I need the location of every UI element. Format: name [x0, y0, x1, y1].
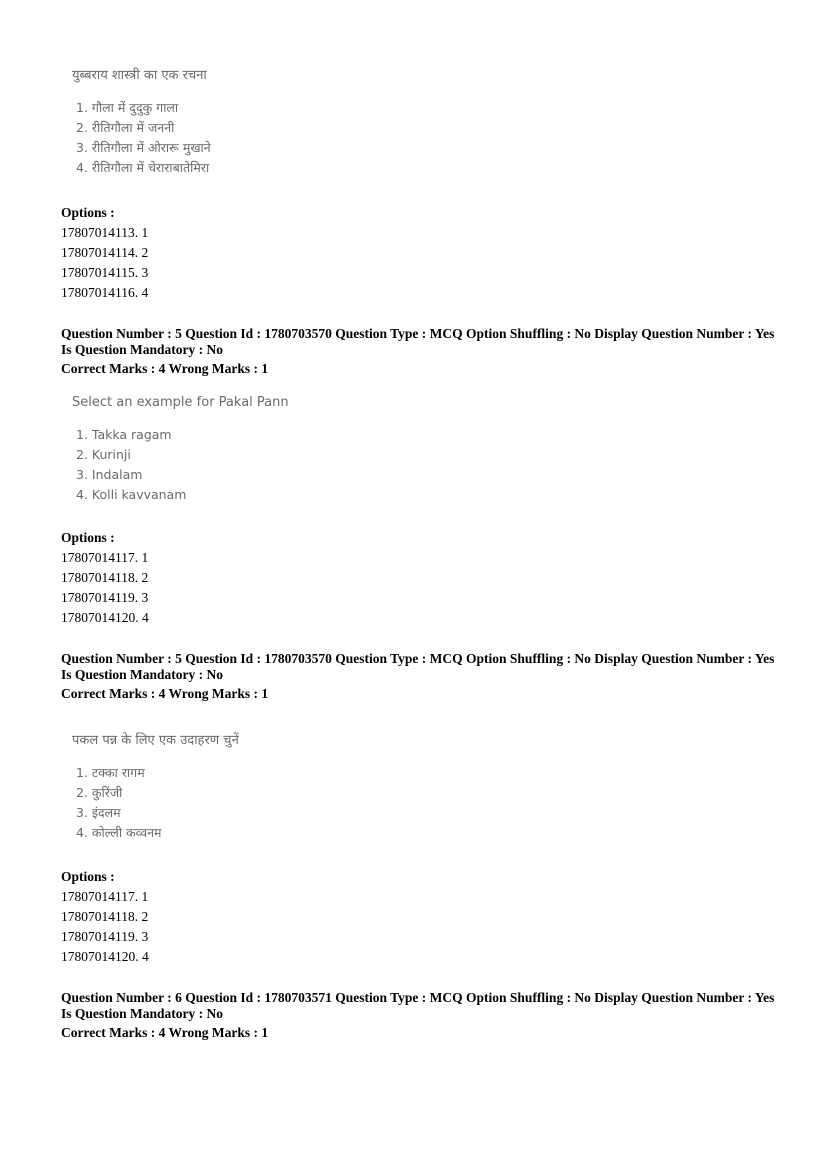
option-line: 17807014119. 3	[61, 929, 149, 944]
mandatory-line: Is Question Mandatory : No	[61, 667, 224, 682]
choice-1: 1. गौला में दुदुकु गाला	[76, 100, 179, 115]
options-section-2	[61, 528, 786, 628]
options-label: Options :	[61, 530, 115, 545]
option-line: 17807014114. 2	[61, 245, 149, 260]
option-line: 17807014117. 1	[61, 889, 149, 904]
marks-line: Correct Marks : 4 Wrong Marks : 1	[61, 361, 269, 376]
options-section-3	[61, 867, 786, 967]
question-image-2	[72, 394, 289, 505]
option-line: 17807014119. 3	[61, 590, 149, 605]
question-meta-3	[61, 651, 786, 702]
choice-3: 3. रीतिगौला में ओरारू मुखाने	[76, 140, 211, 155]
mandatory-line: Is Question Mandatory : No	[61, 342, 224, 357]
options-label: Options :	[61, 869, 115, 884]
question-meta-line: Question Number : 5 Question Id : 1780703570 Question Type : MCQ Option Shuffling : No Display Question Number : Yes	[61, 651, 775, 666]
question-text: युब्बराय शास्त्री का एक रचना	[72, 68, 207, 83]
question-text: Select an example for Pakal Pann	[72, 395, 289, 410]
question-meta-4	[61, 990, 786, 1041]
option-line: 17807014118. 2	[61, 909, 149, 924]
option-line: 17807014118. 2	[61, 570, 149, 585]
question-image-1	[72, 67, 211, 178]
question-meta-2	[61, 326, 786, 377]
question-meta-line: Question Number : 5 Question Id : 1780703570 Question Type : MCQ Option Shuffling : No Display Question Number : Yes	[61, 326, 775, 341]
options-section-1	[61, 203, 786, 303]
question-image-3	[72, 732, 239, 843]
option-line: 17807014113. 1	[61, 225, 149, 240]
marks-line: Correct Marks : 4 Wrong Marks : 1	[61, 686, 269, 701]
options-label: Options :	[61, 205, 115, 220]
choice-2: 2. कुरिंजी	[76, 785, 123, 800]
option-line: 17807014120. 4	[61, 610, 149, 625]
choice-4: 4. रीतिगौला में चेराराबातेमिरा	[76, 160, 210, 175]
mandatory-line: Is Question Mandatory : No	[61, 1006, 224, 1021]
choice-3: 3. Indalam	[76, 467, 143, 482]
choice-2: 2. Kurinji	[76, 447, 131, 462]
choice-4: 4. Kolli kavvanam	[76, 487, 187, 502]
question-text: पकल पन्न के लिए एक उदाहरण चुनें	[72, 733, 239, 748]
choice-3: 3. इंदलम	[76, 805, 121, 820]
option-line: 17807014115. 3	[61, 265, 149, 280]
marks-line: Correct Marks : 4 Wrong Marks : 1	[61, 1025, 269, 1040]
option-line: 17807014117. 1	[61, 550, 149, 565]
choice-1: 1. टक्का रागम	[76, 765, 145, 780]
question-meta-line: Question Number : 6 Question Id : 1780703571 Question Type : MCQ Option Shuffling : No Display Question Number : Yes	[61, 990, 775, 1005]
option-line: 17807014116. 4	[61, 285, 149, 300]
choice-1: 1. Takka ragam	[76, 427, 172, 442]
choice-2: 2. रीतिगौला में जननी	[76, 120, 175, 135]
option-line: 17807014120. 4	[61, 949, 149, 964]
choice-4: 4. कोल्ली कव्वनम	[76, 825, 162, 840]
